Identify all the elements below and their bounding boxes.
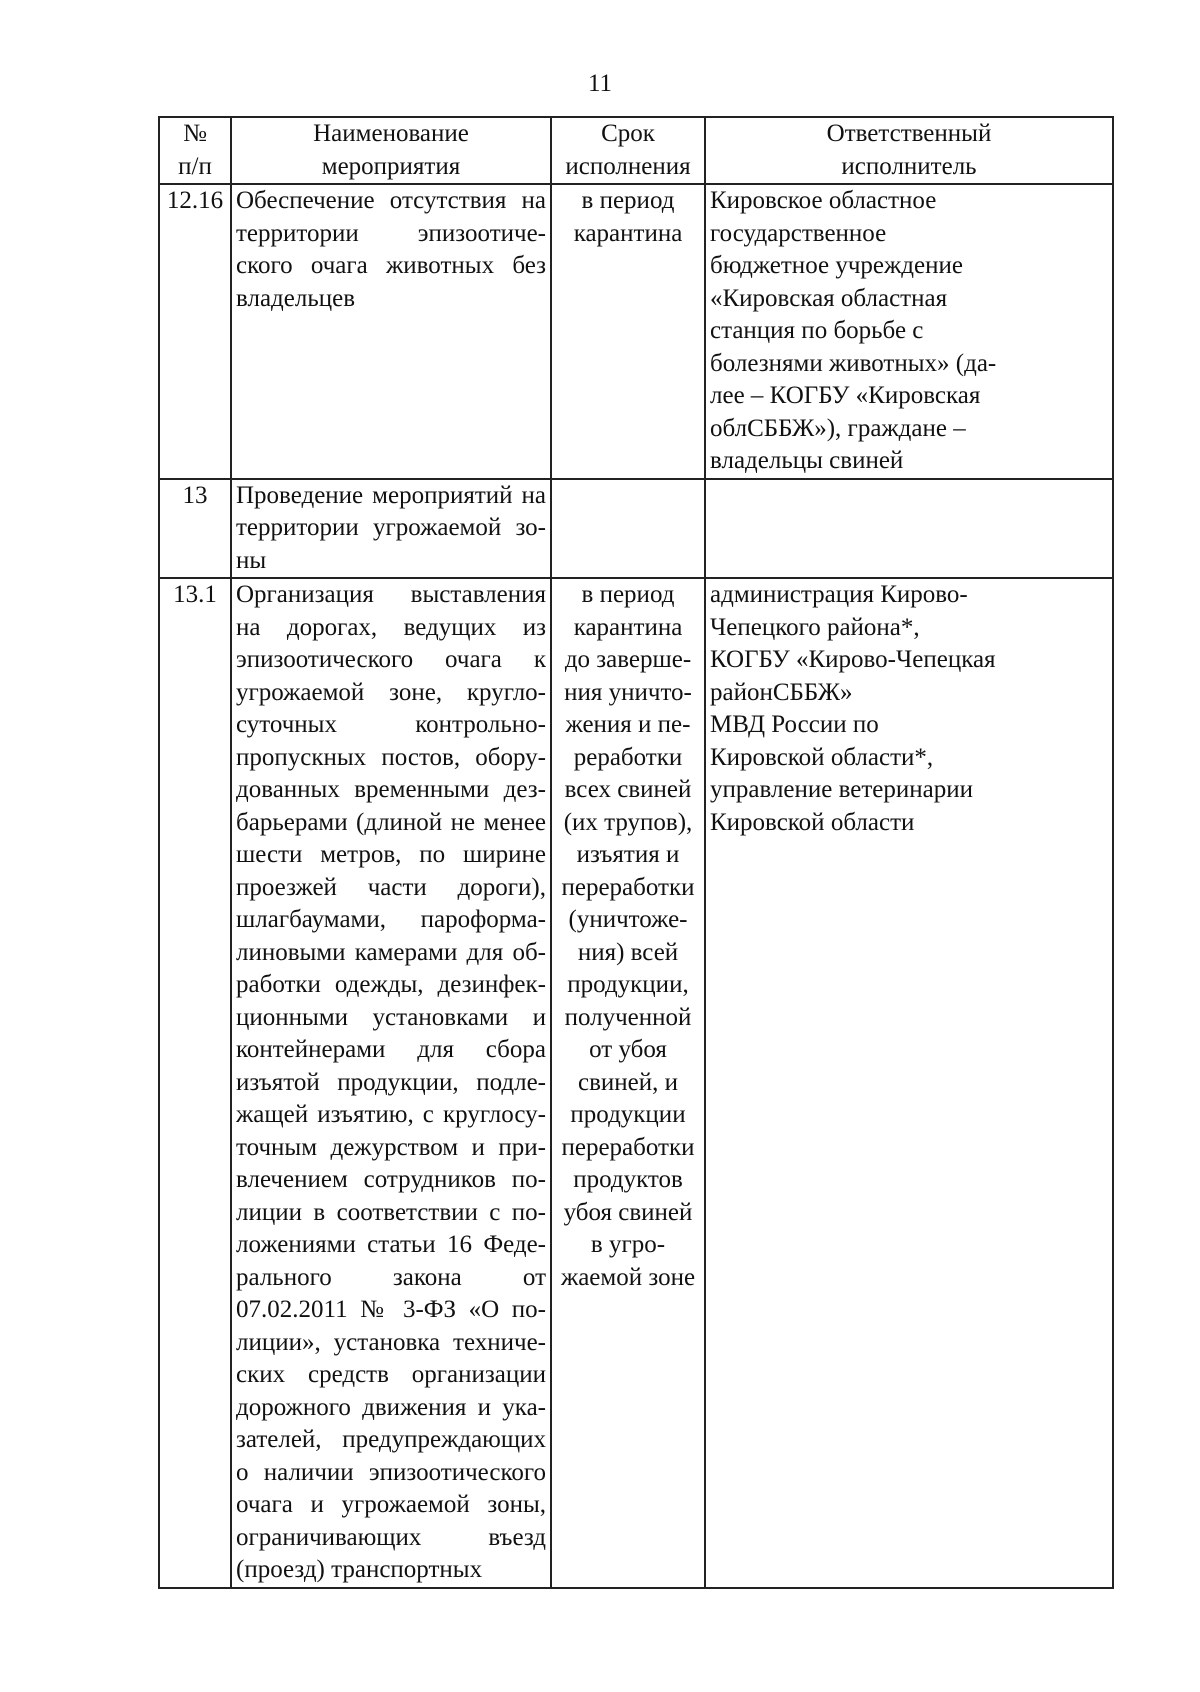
cell-term [551,184,705,479]
cell-text-line: переработки [561,873,695,901]
cell-text-line: Обеспечение отсутствия на [236,187,546,214]
cell-text-line: «Кировская областная [710,284,948,312]
cell-text-line: Чепецкого района*, [710,613,920,641]
cell-text-line: линовыми камерами для об- [236,938,546,966]
cell-text-line: на дорогах, ведущих из [236,613,546,641]
cell-num: 13.1 [159,578,231,1588]
cell-text-line: убоя свиней [563,1198,693,1226]
header-name: Наименование мероприятия [231,117,551,184]
cell-text-line: лиции», установка техниче- [236,1328,546,1356]
cell-text-line: ния уничто- [564,678,692,706]
cell-text-line: в период [581,187,675,214]
cell-text-line: влечением сотрудников по- [236,1166,546,1193]
cell-text-line: изъятой продукции, подле- [236,1068,546,1096]
cell-text-line: ны [236,546,267,574]
cell-text-line: продукции [570,1101,686,1128]
cell-text-line: государственное [710,219,887,247]
cell-resp [705,184,1113,479]
cell-text-line: в период [581,581,675,608]
cell-text-line: жаемой зоне [560,1263,696,1291]
cell-text-line: жения и пе- [565,711,691,738]
cell-text-line: ского очага животных без [236,252,546,279]
cell-text-line: дованных временными дез- [236,776,546,803]
cell-text-line: контейнерами для сбора [236,1036,546,1063]
cell-text-line: жащей изъятию, с круглосу- [236,1101,546,1128]
cell-resp [705,578,1113,1588]
header-num: № п/п [159,117,231,184]
cell-text-line: шлагбаумами, пароформа- [236,906,546,933]
cell-text-line: шести метров, по ширине [236,841,546,868]
cell-text-line: дорожного движения и ука- [236,1393,546,1421]
table-header-row [159,117,1113,184]
cell-text-line: 07.02.2011 № 3-ФЗ «О по- [236,1296,546,1323]
cell-text-line: работки одежды, дезинфек- [236,971,546,998]
cell-text-line: карантина [573,613,683,641]
cell-text-line: переработки [561,1133,695,1161]
cell-text-line: продукции, [567,971,689,998]
cell-num: 13 [159,479,231,579]
cell-text-line: (уничтоже- [568,906,688,933]
header-term: Срок исполнения [551,117,705,184]
cell-text-line: владельцев [236,284,356,312]
cell-text-line: болезнями животных» (да- [710,349,997,377]
cell-text-line: от убоя [589,1036,667,1063]
cell-text-line: эпизоотического очага к [236,646,546,673]
cell-text-line: свиней, и [577,1068,678,1096]
cell-text-line: ния) всей [577,938,679,966]
cell-text-line: всех свиней [564,776,692,803]
cell-text-line: управление ветеринарии [710,776,974,803]
cell-text-line: проезжей части дороги), [236,873,546,901]
cell-text-line: КОГБУ «Кирово-Чепецкая [710,646,996,673]
cell-name [231,578,551,1588]
cell-text-line: станция по борьбе с [710,317,924,344]
cell-term [551,479,705,579]
cell-text-line: точным дежурством и при- [236,1133,546,1161]
cell-text-line: (их трупов), [563,808,693,836]
cell-text-line: территории эпизоотиче- [236,219,546,247]
cell-text-line: изъятия и [576,841,680,868]
cell-text-line: ционными установками и [236,1003,546,1031]
cell-text-line: реработки [573,743,683,771]
cell-text-line: о наличии эпизоотического [236,1458,546,1486]
cell-text-line: лиции в соответствии с по- [236,1198,546,1226]
cell-text-line: Кировской области*, [710,743,934,771]
page-number: 11 [587,70,613,97]
cell-text-line: угрожаемой зоне, кругло- [236,678,546,706]
cell-text-line: до заверше- [564,646,692,673]
table-row [159,184,1113,479]
cell-text-line: зателей, предупреждающих [236,1426,546,1453]
cell-text-line: территории угрожаемой зо- [236,514,546,541]
cell-text-line: (проезд) транспортных [236,1556,483,1583]
cell-text-line: барьерами (длиной не менее [236,808,546,836]
cell-text-line: карантина [573,219,683,247]
measures-table [158,116,1114,1589]
cell-text-line: ских средств организации [236,1361,546,1388]
cell-text-line: администрация Кирово- [710,581,968,608]
cell-text-line: Организация выставления [236,581,546,608]
cell-text-line: Кировской области [710,808,915,836]
cell-name [231,184,551,479]
cell-term [551,578,705,1588]
cell-text-line: суточных контрольно- [236,711,546,738]
cell-num: 12.16 [159,184,231,479]
cell-text-line: лее – КОГБУ «Кировская [710,382,981,409]
cell-text-line: бюджетное учреждение [710,252,963,279]
cell-text-line: Проведение мероприятий на [236,481,546,509]
cell-text-line: рального закона от [236,1263,546,1291]
cell-text-line: облСББЖ»), граждане – [710,414,966,442]
cell-text-line: в угро- [590,1231,666,1258]
cell-text-line: ограничивающих въезд [236,1523,546,1551]
cell-text-line: очага и угрожаемой зоны, [236,1491,546,1518]
cell-text-line: полученной [564,1003,692,1031]
cell-text-line: ложениями статьи 16 Феде- [236,1231,546,1258]
header-resp: Ответственный исполнитель [705,117,1113,184]
cell-text-line: Кировское областное [710,187,937,214]
table-row [159,479,1113,579]
cell-text-line: продуктов [573,1166,683,1193]
cell-text-line: районСББЖ» [710,678,853,706]
cell-name [231,479,551,579]
cell-text-line: МВД России по [710,711,879,738]
cell-text-line: пропускных постов, обору- [236,743,546,771]
cell-text-line: владельцы свиней [710,447,904,474]
cell-resp [705,479,1113,579]
table-row [159,578,1113,1588]
